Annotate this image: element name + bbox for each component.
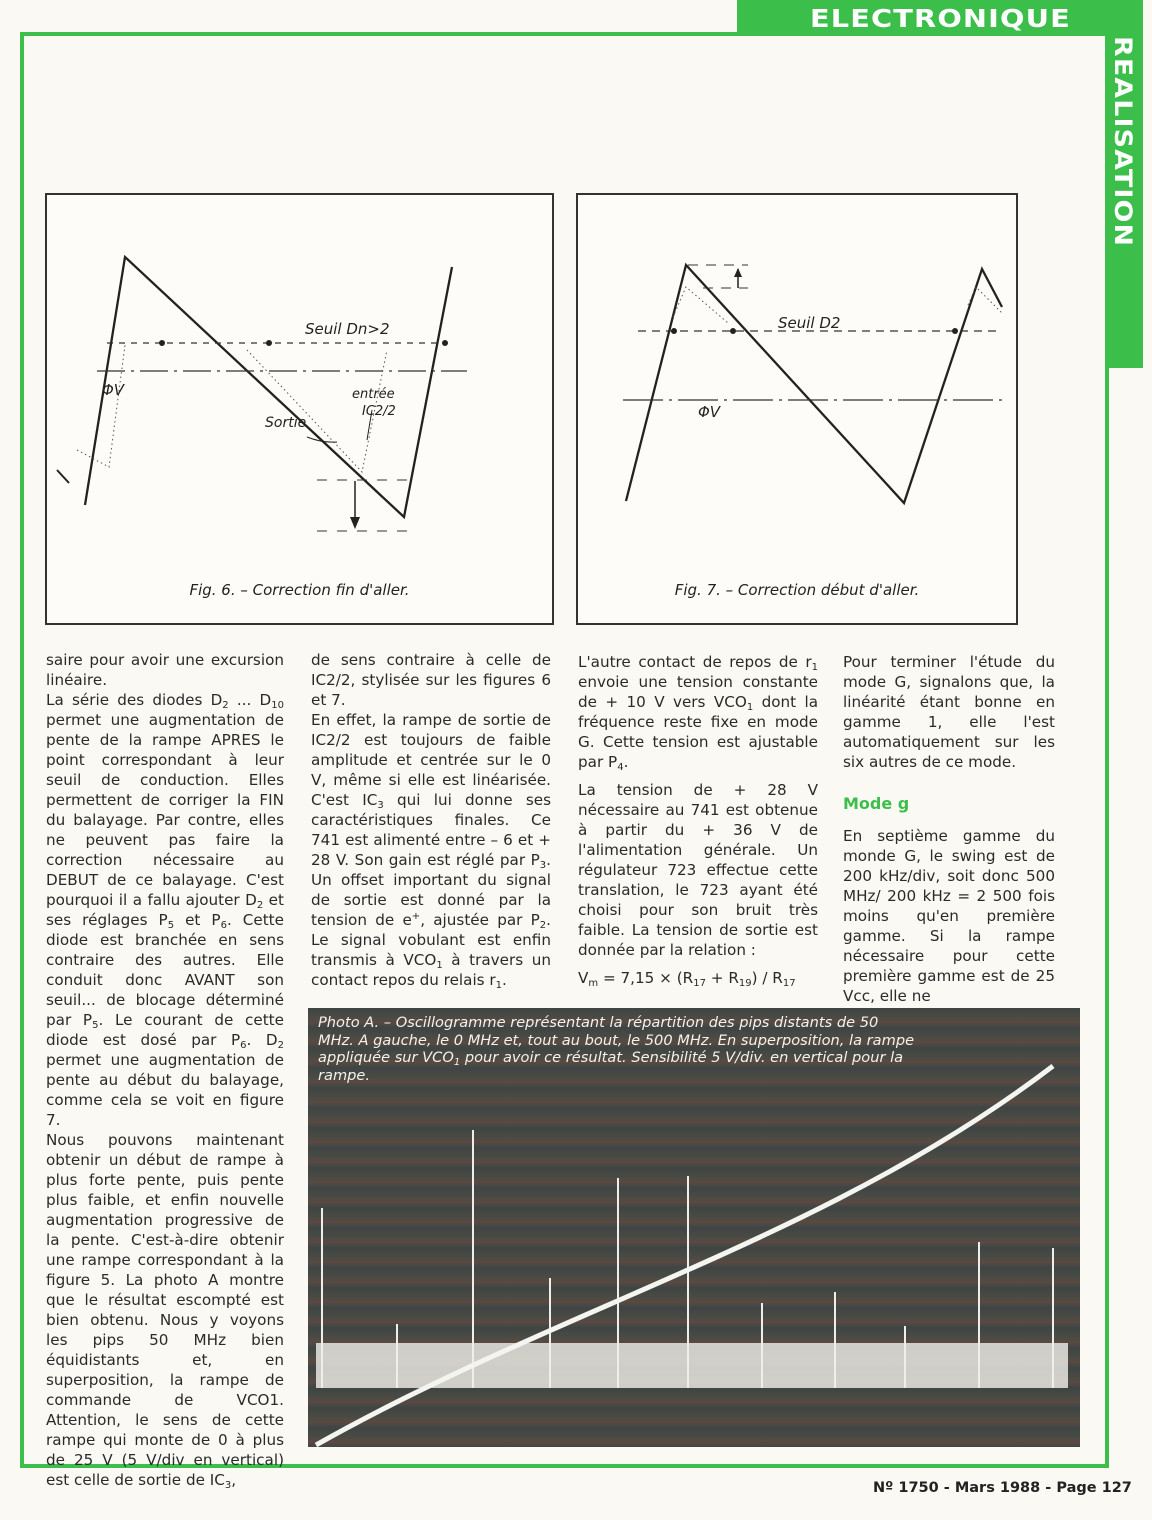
page-footer: Nº 1750 - Mars 1988 - Page 127 bbox=[873, 1480, 1132, 1496]
figure-6-diagram bbox=[47, 195, 552, 623]
fig6-threshold-label: Seuil Dn>2 bbox=[305, 320, 390, 338]
figure-6-caption: Fig. 6. – Correction fin d'aller. bbox=[189, 581, 410, 599]
fig7-zero-label: ΦV bbox=[698, 403, 721, 421]
section-label: ELECTRONIQUE bbox=[809, 3, 1071, 33]
page-frame-right bbox=[1105, 365, 1109, 1468]
text-column-4 bbox=[843, 652, 1055, 1006]
fig6-zero-label: ΦV bbox=[102, 381, 125, 399]
text-column-1 bbox=[46, 650, 284, 1490]
paragraph: En effet, la rampe de sortie de IC2/2 est toujours de faible amplitude et centrée sur le 0 V, même si elle est linéarisée. C'est $IC_3$ qui lui donne ses caractéristiques finales. Ce 741 est alimenté entre – 6 et + 28 V. Son gain est réglé par $P_3$. Un offset important du signal de sortie est donné par la tension de e+, ajustée par $P_2$. Le signal vobulant est enfin transmis à $VCO_1$ à travers un contact repos du relais $r_1$. bbox=[311, 711, 552, 991]
side-label: REALISATION bbox=[1109, 36, 1137, 248]
paragraph: La tension de + 28 V nécessaire au 741 est obtenue à partir du + 36 V de l'alimentation générale. Un régulateur 723 effectue cette translation, le 723 ayant été choisi pour son bruit très faible. La tension de sortie est donnée par la relation : bbox=[578, 781, 818, 959]
paragraph: L'autre contact de repos de $r_1$ envoie une tension constante de + 10 V vers $VCO_1$ dont la fréquence reste fixe en mode G. Cette tension est ajustable par $P_4$. bbox=[578, 653, 819, 773]
text-column-3 bbox=[578, 652, 818, 988]
fig7-threshold-label: Seuil D2 bbox=[778, 314, 841, 332]
figure-6 bbox=[45, 193, 554, 625]
figure-7-caption: Fig. 7. – Correction début d'aller. bbox=[674, 581, 920, 599]
fig6-input-label: entrée bbox=[352, 387, 395, 402]
photo-a-oscillogram bbox=[308, 1008, 1080, 1447]
section-heading: Mode g bbox=[843, 794, 910, 813]
side-band bbox=[1105, 0, 1143, 368]
paragraph: saire pour avoir une excursion linéaire. bbox=[46, 651, 284, 689]
formula: $V_m = 7,15 \times (R_{17} + R_{19}) / R_{17}$ bbox=[578, 969, 796, 989]
paragraph: de sens contraire à celle de IC2/2, stylisée sur les figures 6 et 7. bbox=[311, 651, 551, 709]
figure-7 bbox=[576, 193, 1018, 625]
page-frame-top bbox=[20, 32, 740, 36]
text-column-2 bbox=[311, 650, 551, 990]
figure-7-diagram bbox=[578, 195, 1016, 623]
paragraph: La série des diodes $D_2$ ... $D_{10}$ permet une augmentation de pente de la rampe APRES le point correspondant à leur seuil de conduction. Elles permettent de corriger la FIN du balayage. Par contre, elles ne peuvent pas faire la correction nécessaire au DEBUT de ce balayage. C'est pourquoi il a fallu ajouter $D_2$ et ses réglages $P_5$ et $P_6$. Cette diode est branchée en sens contraire des autres. Elle conduit donc AVANT son seuil... de blocage déterminé par $P_5$. Le courant de cette diode est dosé par $P_6$. $D_2$ permet une augmentation de pente au début du balayage, comme cela se voit en figure 7. bbox=[46, 691, 284, 1129]
section-header-band bbox=[737, 0, 1143, 36]
photo-a-caption: Photo A. – Oscillogramme représentant la répartition des pips distants de 50 MHz. A gauche, le 0 MHz et, tout au bout, le 500 MHz. En superposition, la rampe appliquée sur $VCO_1$ pour avoir ce résultat. Sensibilité 5 V/div. en vertical pour la rampe. bbox=[318, 1014, 915, 1084]
paragraph: Pour terminer l'étude du mode G, signalons que, la linéarité étant bonne en gamme 1, elle l'est automatiquement sur les six autres de ce mode. bbox=[843, 653, 1055, 771]
fig6-input-label-2: IC2/2 bbox=[362, 404, 396, 419]
paragraph: En septième gamme du monde G, le swing est de 200 kHz/div, soit donc 500 MHz/ 200 kHz = 2 500 fois moins qu'en première gamme. Si la rampe nécessaire pour cette première gamme est de 25 Vcc, elle ne bbox=[843, 827, 1055, 1005]
paragraph: Nous pouvons maintenant obtenir un début de rampe à plus forte pente, puis pente plus faible, et enfin nouvelle augmentation progressive de la pente. C'est-à-dire obtenir une rampe correspondant à la figure 5. La photo A montre que le résultat escompté est bien obtenu. Nous y voyons les pips 50 MHz bien équidistants et, en superposition, la rampe de commande de VCO1. Attention, le sens de cette rampe qui monte de 0 à plus de 25 V (5 V/div en vertical) est celle de sortie de $IC_3$, bbox=[46, 1131, 284, 1491]
page-frame-left bbox=[20, 32, 24, 1468]
fig6-output-label: Sortie bbox=[265, 415, 307, 431]
